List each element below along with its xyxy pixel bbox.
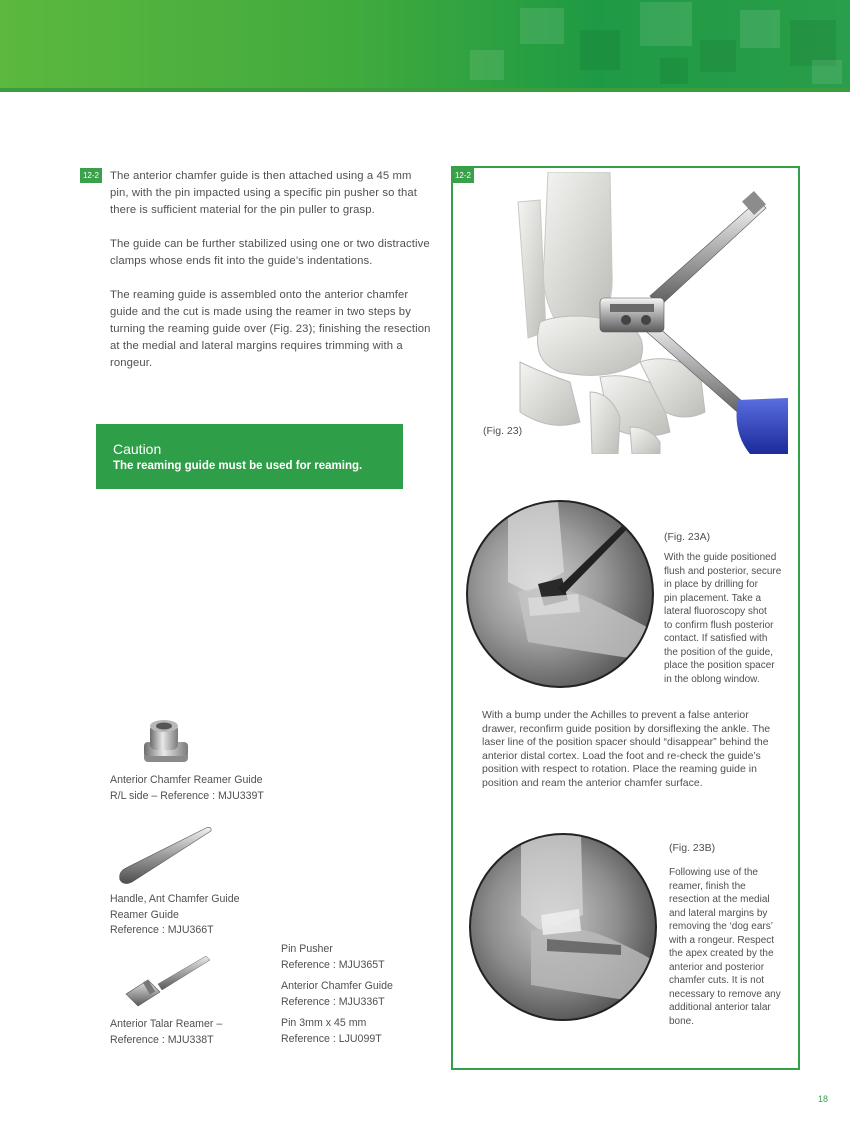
text-line: in the oblong window. [664,673,760,685]
caption-line: R/L side – Reference : MJU339T [110,789,264,802]
text-line: resection at the medial [669,894,770,905]
text-line: in place by drilling for [664,579,758,590]
text-line: anterior and posterior [669,961,765,973]
caption-line: Reference : LJU099T [281,1032,382,1045]
fig23-caption: (Fig. 23) [483,425,523,437]
text-line: necessary to remove any [669,988,781,1000]
caption-line: Reference : MJU365T [281,958,385,971]
fig23a-xray-detail [468,502,654,688]
caption-line: Reamer Guide [110,908,179,921]
fig23b-text [669,866,781,1028]
pin-caption [281,1016,382,1047]
text-line: Following use of the [669,867,758,878]
text-line: chamfer cuts. It is not [669,975,765,986]
text-line: additional anterior talar [669,1002,771,1013]
paragraph: The guide can be further stabilized using one or two distractive clamps whose ends fit into the guide’s indentations. [110,238,430,267]
figure-step-tag: 12-2 [452,168,474,183]
text-line: place the position spacer [664,660,775,671]
caution-text: The reaming guide must be used for reaming. [113,460,363,472]
text-line: With the guide positioned [664,552,777,563]
text-line: anterior distal cortex. Load the foot and re-check the guide’s [482,749,761,762]
pin-pusher-caption [281,942,385,973]
text-line: the position of the guide, [664,646,773,658]
caption-line: Anterior Talar Reamer – [110,1018,223,1030]
caption-line: Reference : MJU336T [281,995,385,1008]
caution-title: Caution [113,441,162,457]
text-line: bone. [669,1015,695,1027]
text-line: to confirm flush posterior [664,619,774,631]
text-line: position and ream the anterior chamfer surface. [482,776,703,789]
text-line: flush and posterior, secure [664,565,782,577]
caption-line: Reference : MJU338T [110,1033,214,1046]
text-line: lateral fluoroscopy shot [664,606,767,617]
text-line: position with respect to rotation. Place the reaming guide in [482,763,757,775]
caption-line: Reference : MJU366T [110,924,214,936]
reamer-guide-image [136,716,198,768]
chamfer-guide-caption [281,979,393,1010]
caption-line: Pin 3mm x 45 mm [281,1017,367,1029]
talar-reamer-caption [110,1017,222,1048]
step-tag: 12-2 [80,168,102,183]
fig23b-caption: (Fig. 23B) [669,842,716,854]
talar-reamer-image [118,950,214,1010]
reamer-guide-caption [110,773,264,804]
text-line: with a rongeur. Respect [669,934,775,946]
handle-image [116,822,216,890]
text-line: the apex created by the [669,948,774,959]
text-line: and lateral margins by [669,907,768,919]
reconfirm-text [482,709,782,790]
caution-box [96,424,403,489]
fig23-illustration [500,172,788,454]
text-line: With a bump under the Achilles to prevent a false anterior [482,709,749,721]
text-line: reamer, finish the [669,880,746,892]
instruction-text [110,168,432,389]
caption-line: Handle, Ant Chamfer Guide [110,893,240,905]
page-number: 18 [817,1094,828,1104]
text-line: drawer, reconfirm guide position by dorsiflexing the ankle. The [482,722,771,735]
handle-caption [110,892,240,939]
fig23b-xray [469,833,657,1021]
caption-line: Pin Pusher [281,943,333,955]
text-line: removing the ‘dog ears’ [669,921,773,932]
text-line: laser line of the position spacer should “disappear” behind the [482,736,769,748]
fig23a-text [664,551,781,686]
text-line: pin placement. Take a [664,592,762,604]
fig23a-xray [466,500,654,688]
header-banner [0,0,850,92]
paragraph: The reaming guide is assembled onto the anterior chamfer guide and the cut is made using the reamer in two steps by turning the reaming guide over (Fig. 23); finishing the resection at the medial and lateral margins requires trimming with a rongeur. [110,289,431,369]
fig23b-xray-detail [471,835,657,1021]
caption-line: Anterior Chamfer Guide [281,980,393,992]
fig23a-caption: (Fig. 23A) [664,531,711,543]
caption-line: Anterior Chamfer Reamer Guide [110,774,263,786]
text-line: contact. If satisfied with [664,633,768,644]
paragraph: The anterior chamfer guide is then attached using a 45 mm pin, with the pin impacted using a specific pin pusher so that there is sufficient material for the pin puller to grasp. [110,170,417,216]
